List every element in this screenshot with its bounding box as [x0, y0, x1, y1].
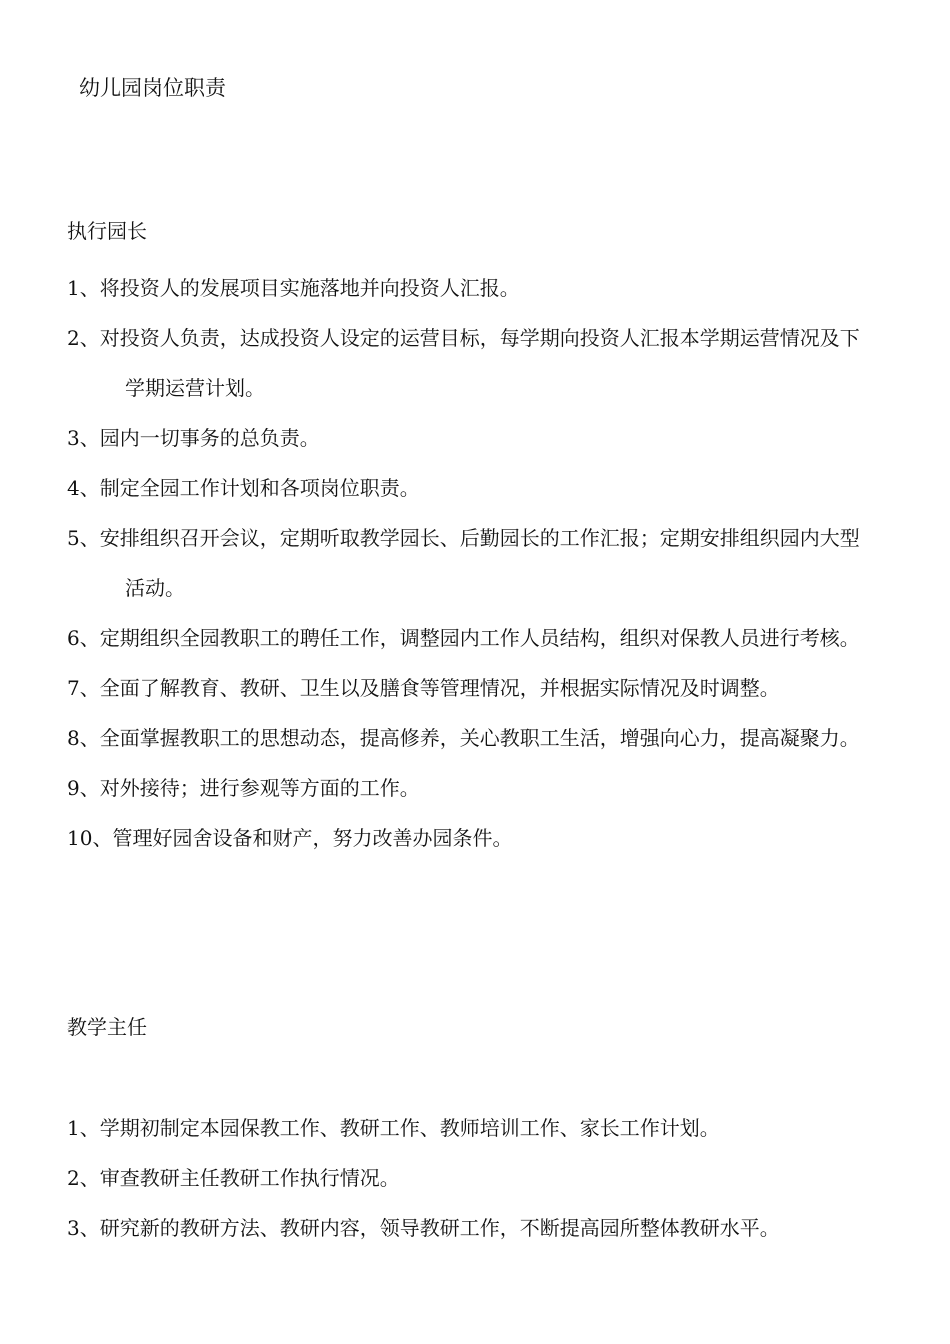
- section-executive-director: [67, 213, 867, 863]
- duty-item: 4、制定全园工作计划和各项岗位职责。: [67, 476, 420, 500]
- duty-item: 2、审查教研主任教研工作执行情况。: [67, 1166, 400, 1190]
- duty-item: 10、管理好园舍设备和财产，努力改善办园条件。: [67, 826, 513, 850]
- section-teaching-director: [67, 1009, 867, 1253]
- duty-item: 9、对外接待；进行参观等方面的工作。: [67, 776, 420, 800]
- document-title: 幼儿园岗位职责: [79, 76, 226, 100]
- duty-item: 3、研究新的教研方法、教研内容，领导教研工作，不断提高园所整体教研水平。: [67, 1216, 780, 1240]
- duty-item: 1、将投资人的发展项目实施落地并向投资人汇报。: [67, 276, 520, 300]
- duty-list: [67, 263, 867, 863]
- duty-item: 8、全面掌握教职工的思想动态，提高修养，关心教职工生活，增强向心力，提高凝聚力。: [67, 726, 860, 750]
- duty-item: 7、全面了解教育、教研、卫生以及膳食等管理情况，并根据实际情况及时调整。: [67, 676, 780, 700]
- duty-item: 5、安排组织召开会议，定期听取教学园长、后勤园长的工作汇报；定期安排组织园内大型活动。: [67, 526, 860, 600]
- section-heading: 执行园长: [67, 219, 147, 243]
- duty-item: 3、园内一切事务的总负责。: [67, 426, 320, 450]
- duty-item: 6、定期组织全园教职工的聘任工作，调整园内工作人员结构，组织对保教人员进行考核。: [67, 626, 860, 650]
- duty-item: 1、学期初制定本园保教工作、教研工作、教师培训工作、家长工作计划。: [67, 1116, 720, 1140]
- section-heading: 教学主任: [67, 1015, 147, 1039]
- duty-item: 2、对投资人负责，达成投资人设定的运营目标，每学期向投资人汇报本学期运营情况及下学期运营计划。: [67, 326, 860, 400]
- duty-list: [67, 1103, 867, 1253]
